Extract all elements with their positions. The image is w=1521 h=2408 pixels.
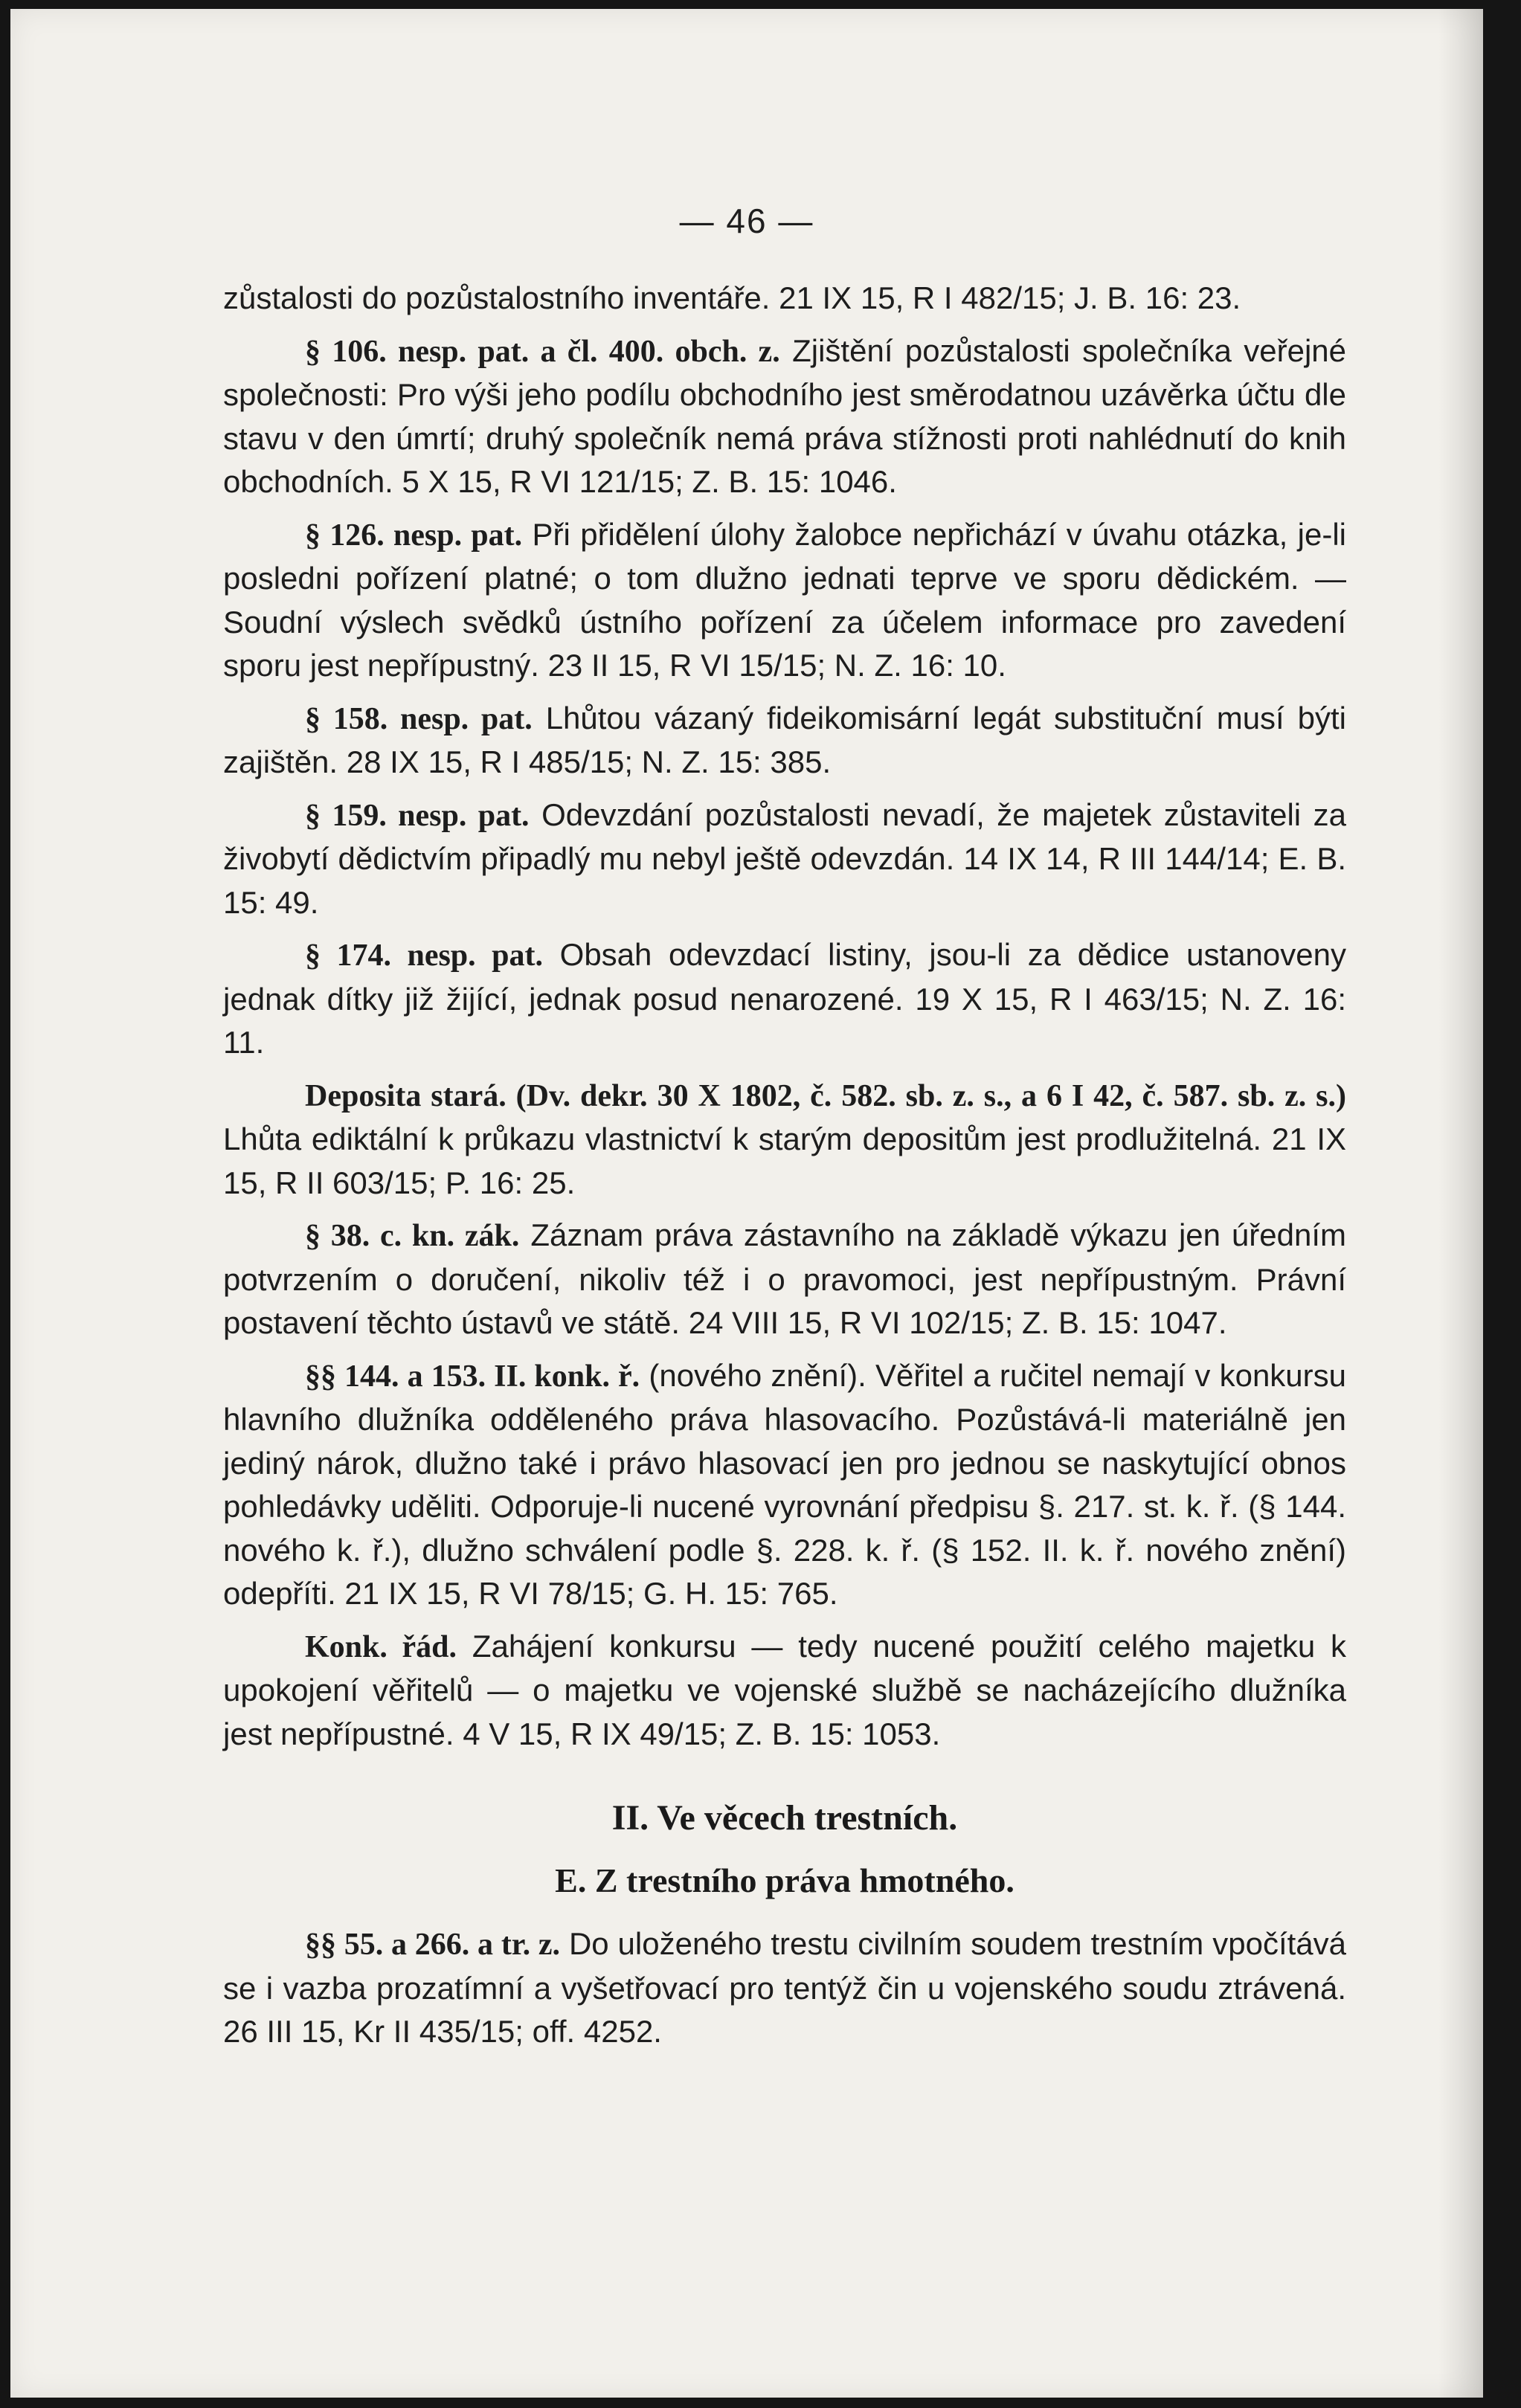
legal-reference: Deposita stará. (Dv. dekr. 30 X 1802, č. 582. sb. z. s., a 6 I 42, č. 587. sb. z. s.) [305,1078,1346,1113]
paragraph-text: zůstalosti do pozůstalostního inventáře. 21 IX 15, R I 482/15; J. B. 16: 23. [223,280,1241,315]
legal-reference: § 38. c. kn. zák. [305,1219,520,1253]
paragraph-deposita [223,1074,1346,1205]
paragraph-continuation [223,277,1346,321]
paragraph-text: Do uloženého trestu civilním soudem trestním vpočítává se i vazba prozatímní a vyšetřovací pro tentýž čin u vojenského soudu ztrávená. 26 III 15, Kr II 435/15; off. 4252. [223,1926,1346,2049]
legal-reference: §§ 144. a 153. II. konk. ř. [305,1359,640,1394]
legal-reference: § 126. nesp. pat. [305,518,523,553]
section-heading: II. Ve věcech trestních. [611,1798,958,1838]
paragraph-55-266 [223,1922,1346,2054]
page-body [223,277,1346,2063]
paragraph-174 [223,933,1346,1065]
paragraph-158 [223,697,1346,785]
subsection-heading: E. Z trestního práva hmotného. [555,1861,1014,1899]
paragraph-text: Odevzdání pozůstalosti nevadí, že majetek zůstaviteli za živobytí dědictvím připadlý mu nebyl ještě odevzdán. 14 IX 14, R III 144/14; E. B. 15: 49. [223,796,1346,920]
paragraph-126 [223,513,1346,688]
book-page [10,9,1483,2398]
paragraph-text: Obsah odevzdací listiny, jsou-li za dědice ustanoveny jednak dítky již žijící, jednak posud nenarozené. 19 X 15, R I 463/15; N. Z. 16: 11. [223,937,1346,1060]
paragraph-text: Lhůta ediktální k průkazu vlastnictví k starým depositům jest prodlužitelná. 21 IX 15, R II 603/15; P. 16: 25. [223,1121,1346,1200]
legal-reference: § 159. nesp. pat. [305,798,530,833]
paragraph-38 [223,1214,1346,1345]
legal-reference: Konk. řád. [305,1629,457,1664]
paragraph-159 [223,793,1346,925]
paragraph-text: Lhůtou vázaný fideikomisární legát substituční musí býti zajištěn. 28 IX 15, R I 485/15; N. Z. 15: 385. [223,700,1346,779]
paragraph-106 [223,329,1346,504]
page-number: — 46 — [679,202,814,240]
legal-reference: § 158. nesp. pat. [305,701,533,736]
paragraph-text: Při přidělení úlohy žalobce nepřichází v úvahu otázka, je-li posledni pořízení platné; o tom dlužno jednati teprve ve sporu dědickém. — Soudní výslech svědků ústního pořízení za účelem informace pro zavedení sporu jest nepřípustný. 23 II 15, R VI 15/15; N. Z. 16: 10. [223,516,1346,683]
page-edge-shadow [1438,9,1483,2398]
legal-reference: §§ 55. a 266. a tr. z. [305,1928,560,1962]
paragraph-text: (nového znění). Věřitel a ručitel nemají v konkursu hlavního dlužníka odděleného práva hlasovacího. Pozůstává-li materiálně jen jediný nárok, dlužno také i právo hlasovací jen pro jednou se naskytující obnos pohledávky uděliti. Odporuje-li nucené vyrovnání předpisu §. 217. st. k. ř. (§ 144. nového k. ř.), dlužno schválení podle §. 228. k. ř. (§ 152. II. k. ř. nového znění) odepříti. 21 IX 15, R VI 78/15; G. H. 15: 765. [223,1357,1347,1611]
legal-reference: § 106. nesp. pat. a čl. 400. obch. z. [305,334,780,369]
paragraph-text: Záznam práva zástavního na základě výkazu jen úředním potvrzením o doručení, nikoliv též i o pravomoci, jest nepřípustným. Právní postavení těchto ústavů ve státě. 24 VIII 15, R VI 102/15; Z. B. 15: 1047. [223,1217,1347,1340]
legal-reference: § 174. nesp. pat. [305,939,543,973]
paragraph-text: Zjištění pozůstalosti společníka veřejné společnosti: Pro výši jeho podílu obchodního jest směrodatnou uzávěrka účtu dle stavu v den úmrtí; druhý společník nemá práva stížnosti proti nahlédnutí do knih obchodních. 5 X 15, R VI 121/15; Z. B. 15: 1046. [223,332,1347,499]
paragraph-text: Zahájení konkursu — tedy nucené použití celého majetku k upokojení věřitelů — o majetku ve vojenské službě se nacházejícího dlužníka jest nepřípustné. 4 V 15, R IX 49/15; Z. B. 15: 1053. [223,1628,1347,1751]
paragraph-144-153 [223,1354,1346,1616]
paragraph-konk-rad [223,1625,1346,1757]
